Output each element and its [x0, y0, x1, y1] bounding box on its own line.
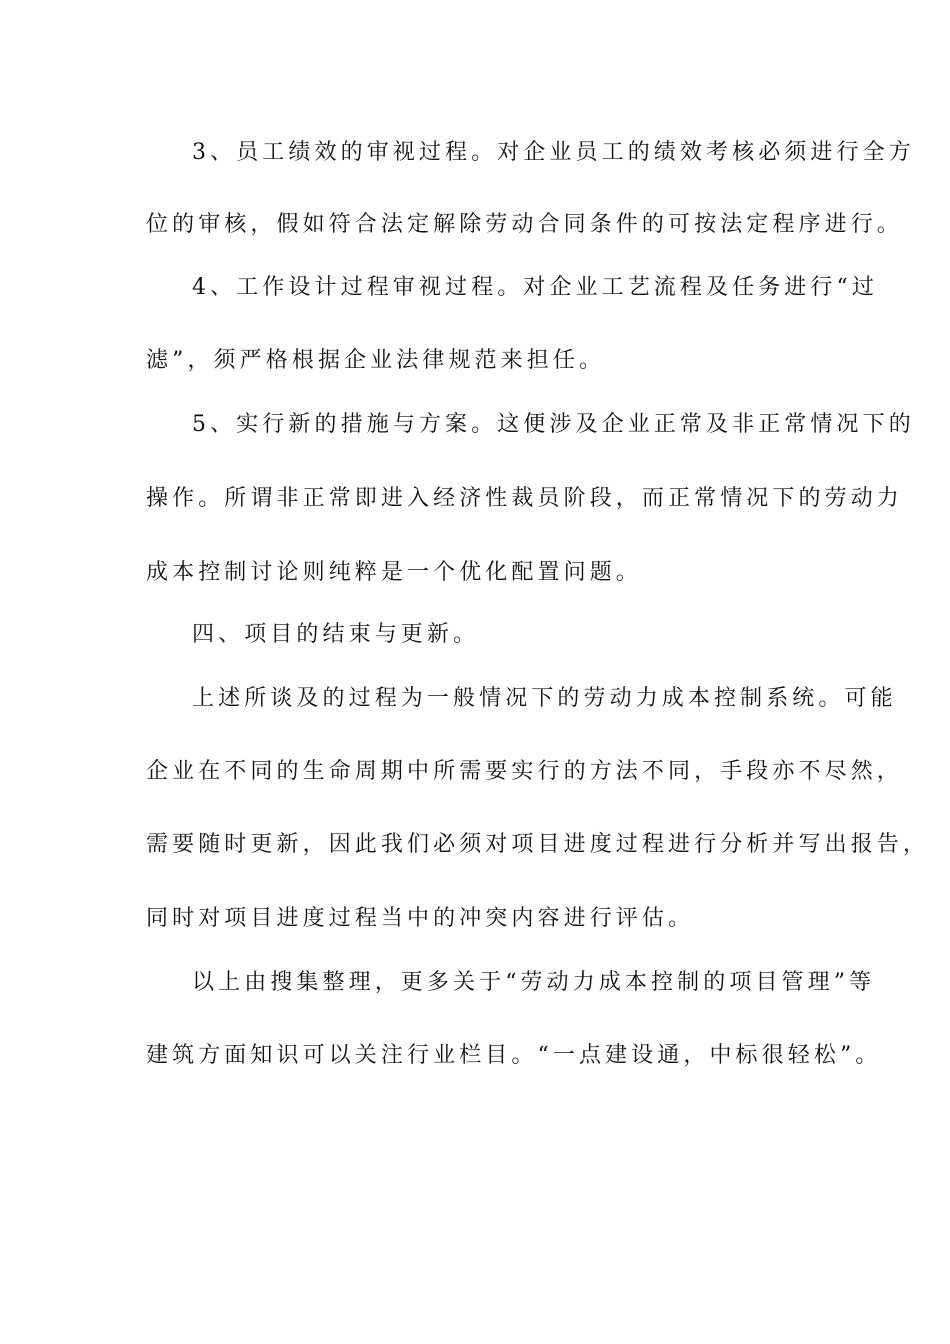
- section-heading: 四、项目的结束与更新。: [192, 622, 480, 647]
- paragraph-summary-line-1: 上述所谈及的过程为一般情况下的劳动力成本控制系统。可能: [192, 686, 897, 711]
- paragraph-summary-line-4: 同时对项目进度过程当中的冲突内容进行评估。: [146, 906, 695, 931]
- paragraph-3-line-1: 3、员工绩效的审视过程。对企业员工的绩效考核必须进行全方: [192, 140, 915, 165]
- paragraph-5-line-2: 操作。所谓非正常即进入经济性裁员阶段，而正常情况下的劳动力: [146, 486, 903, 511]
- paragraph-3-line-2: 位的审核，假如符合法定解除劳动合同条件的可按法定程序进行。: [146, 212, 903, 237]
- paragraph-summary-line-3: 需要随时更新，因此我们必须对项目进度过程进行分析并写出报告，: [146, 832, 930, 857]
- paragraph-5-line-1: 5、实行新的措施与方案。这便涉及企业正常及非正常情况下的: [192, 412, 915, 437]
- paragraph-5-line-3: 成本控制讨论则纯粹是一个优化配置问题。: [146, 560, 642, 585]
- paragraph-4-line-1: 4、工作设计过程审视过程。对企业工艺流程及任务进行“过: [192, 275, 878, 300]
- paragraph-summary-line-2: 企业在不同的生命周期中所需要实行的方法不同，手段亦不尽然，: [146, 759, 903, 784]
- paragraph-closing-line-1: 以上由搜集整理，更多关于“劳动力成本控制的项目管理”等: [192, 970, 876, 995]
- paragraph-closing-line-2: 建筑方面知识可以关注行业栏目。“一点建设通，中标很轻松”。: [146, 1043, 882, 1068]
- paragraph-4-line-2: 滤”，须严格根据企业法律规范来担任。: [146, 348, 606, 373]
